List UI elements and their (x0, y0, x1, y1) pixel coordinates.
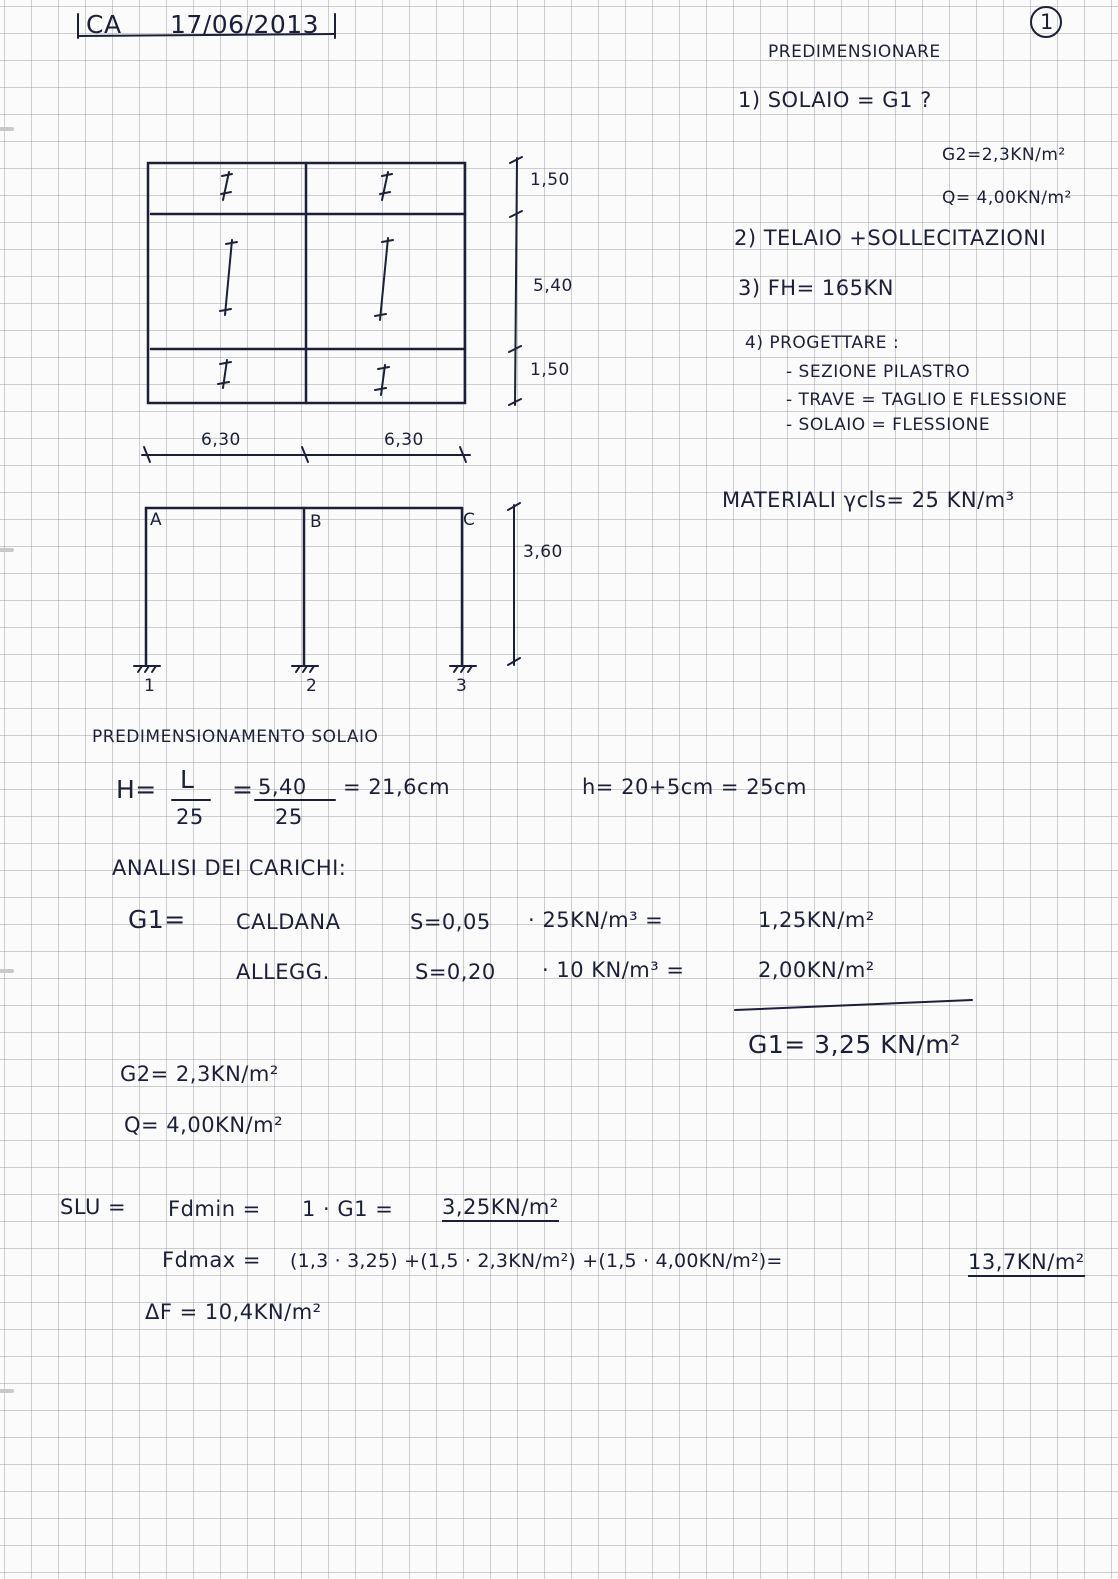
fraction-denominator: 25 (176, 805, 204, 829)
fdmin-value: 3,25KN/m² (442, 1195, 559, 1222)
plan-span-left: 6,30 (201, 430, 241, 450)
support-label: 1 (144, 676, 156, 696)
node-label: B (310, 512, 323, 532)
load-row-name: ALLEGG. (236, 960, 330, 984)
step-slab: 1) SOLAIO = G1 ? (738, 88, 932, 112)
note-q: Q= 4,00KN/m² (942, 188, 1072, 208)
fraction-numerator: L (180, 765, 195, 794)
load-row-thickness: S=0,05 (410, 910, 491, 934)
fdmin-label: Fdmin = (168, 1197, 261, 1221)
support-label: 2 (306, 676, 318, 696)
fdmin-expression: 1 · G1 = (302, 1197, 394, 1221)
calc-heading: PREDIMENSIONAMENTO SOLAIO (92, 727, 379, 747)
slab-thickness: h= 20+5cm = 25cm (582, 775, 807, 799)
g1-total: G1= 3,25 KN/m² (748, 1030, 961, 1059)
plan-dim-top: 1,50 (530, 170, 570, 190)
node-label: A (150, 510, 163, 530)
materials-note: MATERIALI γcls= 25 KN/m³ (722, 488, 1015, 512)
plan-span-right: 6,30 (384, 430, 424, 450)
page-number: 1 (1040, 10, 1054, 34)
fraction-numerator: 5,40 (258, 775, 307, 799)
delta-f: ΔF = 10,4KN/m² (145, 1300, 322, 1324)
load-row-value: 1,25KN/m² (758, 908, 875, 932)
fraction-denominator: 25 (275, 805, 303, 829)
design-title: PREDIMENSIONARE (768, 42, 941, 62)
fdmax-label: Fdmax = (162, 1248, 261, 1272)
slu-label: SLU = (60, 1195, 127, 1219)
step-force: 3) FH= 165KN (738, 276, 894, 300)
course-code: CA (86, 10, 122, 39)
frame-height: 3,60 (523, 542, 563, 562)
design-item: - TRAVE = TAGLIO E FLESSIONE (786, 390, 1068, 410)
load-row-weight: · 10 KN/m³ = (542, 958, 685, 982)
g2-value: G2= 2,3KN/m² (120, 1062, 279, 1086)
h-result: = 21,6cm (343, 775, 451, 799)
h-symbol: H= (116, 775, 157, 804)
plan-dim-bot: 1,50 (530, 360, 570, 380)
node-label: C (463, 510, 476, 530)
design-item: - SEZIONE PILASTRO (786, 362, 971, 382)
plan-dim-mid: 5,40 (533, 276, 573, 296)
load-row-thickness: S=0,20 (415, 960, 496, 984)
load-row-name: CALDANA (236, 910, 341, 934)
load-row-value: 2,00KN/m² (758, 958, 875, 982)
step-frame: 2) TELAIO +SOLLECITAZIONI (734, 226, 1047, 250)
support-label: 3 (456, 676, 468, 696)
note-g2: G2=2,3KN/m² (942, 145, 1066, 165)
date: 17/06/2013 (170, 10, 320, 39)
design-item: - SOLAIO = FLESSIONE (786, 415, 991, 435)
loads-heading: ANALISI DEI CARICHI: (112, 856, 347, 880)
g1-label: G1= (128, 905, 186, 934)
q-value: Q= 4,00KN/m² (124, 1113, 283, 1137)
equals-sign: = (232, 775, 254, 804)
fdmax-value: 13,7KN/m² (968, 1250, 1085, 1277)
fdmax-expression: (1,3 · 3,25) +(1,5 · 2,3KN/m²) +(1,5 · 4,00KN/m²)= (290, 1250, 783, 1272)
step-design: 4) PROGETTARE : (745, 333, 900, 353)
load-row-weight: · 25KN/m³ = (528, 908, 664, 932)
